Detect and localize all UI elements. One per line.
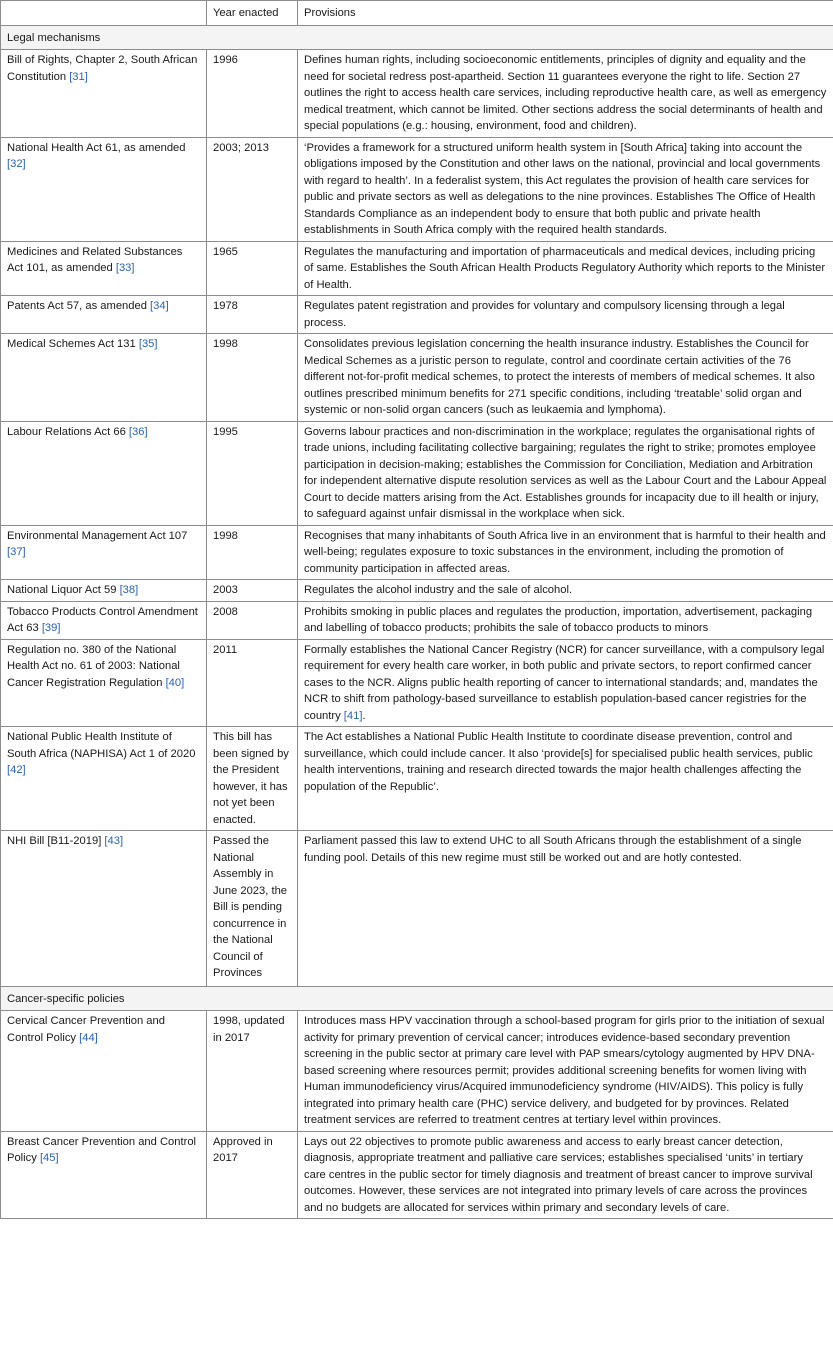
table-row	[1, 241, 833, 296]
table-row	[1, 525, 833, 580]
header-provisions: Provisions	[298, 1, 833, 26]
provisions-cell: Prohibits smoking in public places and regulates the production, importation, advertisement, packaging and labelling of tobacco products; prohibits the sale of tobacco products to minors	[298, 601, 833, 639]
provisions-cell: Parliament passed this law to extend UHC to all South Africans through the establishment of a single funding pool. Details of this new regime must still be worked out and are hotly contested.	[298, 831, 833, 987]
instrument-name: Medicines and Related Substances Act 101, as amended	[7, 245, 183, 274]
reference-link[interactable]: [44]	[79, 1031, 98, 1044]
instrument-name: Breast Cancer Prevention and Control Policy	[7, 1135, 197, 1164]
provisions-cell: Defines human rights, including socioeconomic entitlements, principles of dignity and equality and the need for societal redress post-apartheid. Section 11 guarantees everyone the right to life. Section 27 outlines the right to access health care services, including reproductive health care, as well as emergency medical treatment, which cannot be limited. Other sections address the social determinants of health and special populations (e.g.: housing, environment, food and children).	[298, 50, 833, 138]
reference-link[interactable]: [35]	[138, 338, 158, 350]
reference-link[interactable]: [32]	[7, 158, 26, 170]
section-title: Legal mechanisms	[1, 25, 833, 50]
provisions-cell: Regulates patent registration and provides for voluntary and compulsory licensing through a legal process.	[298, 296, 833, 334]
instrument-name: NHI Bill [B11-2019]	[7, 835, 102, 847]
table-row	[1, 296, 833, 334]
instrument-cell	[1, 831, 207, 987]
table-row	[1, 137, 833, 241]
reference-link[interactable]: [42]	[7, 764, 26, 776]
instrument-cell	[1, 1011, 207, 1132]
instrument-cell	[1, 241, 207, 296]
reference-link[interactable]: [34]	[150, 300, 169, 312]
instrument-cell	[1, 580, 207, 602]
year-cell: 2011	[207, 639, 298, 727]
provisions-cell: Consolidates previous legislation concerning the health insurance industry. Establishes the Council for Medical Schemes as a juristic person to regulate, control and coordinate certain activities of the 76 different not-for-profit medical schemes, to protect the interests of members of medical schemes. It also outlines prescribed minimum benefits for 271 specific conditions, including ‘treatable’ solid organ and systemic or non-solid organ cancers (such as leukaemia and lymphoma).	[298, 334, 833, 422]
instrument-name: Environmental Management Act 107	[7, 529, 188, 542]
header-year-enacted: Year enacted	[207, 1, 298, 26]
instrument-name: Regulation no. 380 of the National Health Act no. 61 of 2003: National Cancer Registration Regulation	[7, 643, 180, 689]
section-row-legal-mechanisms	[1, 25, 833, 50]
reference-link[interactable]: [45]	[39, 1152, 59, 1164]
instrument-cell	[1, 296, 207, 334]
instrument-cell	[1, 137, 207, 241]
reference-link[interactable]: [36]	[128, 425, 148, 438]
year-cell: 2008	[207, 601, 298, 639]
table-row	[1, 50, 833, 138]
instrument-cell	[1, 50, 207, 138]
provisions-cell: Lays out 22 objectives to promote public awareness and access to early breast cancer detection, diagnosis, appropriate treatment and palliative care services; establishes specialised ‘units’ in tertiary care centres in the public sector for timely diagnosis and treatment of breast cancer to improve survival outcomes. However, these services are not integrated into primary levels of care across the provinces and no budgets are allocated for services within primary and secondary levels of care.	[298, 1131, 833, 1219]
provisions-cell: Regulates the manufacturing and importation of pharmaceuticals and medical devices, including pricing of same. Establishes the South African Health Products Regulatory Authority which reports to the Minister of Health.	[298, 241, 833, 296]
provisions-cell: Introduces mass HPV vaccination through a school-based program for girls prior to the initiation of sexual activity for primary prevention of cervical cancer; introduces evidence-based secondary prevention screening in the public sector at primary care level with PAP smears/cytology augmented by HPV DNA-based screening where resources permit; provides additional screening benefits for women living with Human immunodeficiency virus/Acquired immunodeficiency syndrome (HIV/AIDS). This policy is fully integrated into primary health care (PHC) service delivery, and budgeted for by provinces. Related treatment services are referred to treatment centres at tertiary level within provinces.	[298, 1011, 833, 1132]
year-cell: 2003	[207, 580, 298, 602]
instrument-cell	[1, 421, 207, 525]
table-row	[1, 421, 833, 525]
year-cell: 1998	[207, 525, 298, 580]
instrument-name: Tobacco Products Control Amendment Act 63	[7, 605, 198, 634]
reference-link[interactable]: [33]	[115, 262, 135, 274]
instrument-name: Labour Relations Act 66	[7, 425, 126, 438]
provisions-cell: Regulates the alcohol industry and the sale of alcohol.	[298, 580, 833, 602]
provisions-cell: Recognises that many inhabitants of South Africa live in an environment that is harmful to their health and well-being; regulates exposure to toxic substances in the environment, including the promotion of community participation in affected areas.	[298, 525, 833, 580]
instrument-name: Patents Act 57, as amended	[7, 300, 147, 312]
year-cell: This bill has been signed by the President however, it has not yet been enacted.	[207, 727, 298, 831]
year-cell: 1978	[207, 296, 298, 334]
instrument-cell	[1, 601, 207, 639]
year-cell: 1995	[207, 421, 298, 525]
table-row	[1, 831, 833, 987]
instrument-cell	[1, 525, 207, 580]
section-title: Cancer-specific policies	[1, 986, 833, 1011]
provisions-cell: The Act establishes a National Public Health Institute to coordinate disease prevention, control and surveillance, which could include cancer. It also ‘provide[s] for specialised public health services, public health interventions, training and research directed towards the major health challenges affecting the population of the Republic’.	[298, 727, 833, 831]
reference-link[interactable]: [38]	[119, 584, 139, 596]
table-header-row	[1, 1, 833, 26]
year-cell: 1965	[207, 241, 298, 296]
instrument-cell	[1, 639, 207, 727]
year-cell: 1998, updated in 2017	[207, 1011, 298, 1132]
instrument-name: Bill of Rights, Chapter 2, South African Constitution	[7, 54, 198, 83]
year-cell: Approved in 2017	[207, 1131, 298, 1219]
reference-link[interactable]: [41]	[343, 709, 363, 722]
provisions-text: Formally establishes the National Cancer Registry (NCR) for cancer surveillance, with a compulsory legal requirement for every health care worker, in both public and private sectors, to report confirmed cancer cases to the NCR. Aligns public health reporting of cancer to international standards; and, mandates the NCR to shift from pathology-based surveillance to establish population-based cancer registries for the country	[304, 643, 825, 722]
year-cell: 2003; 2013	[207, 137, 298, 241]
reference-link[interactable]: [31]	[69, 70, 88, 83]
instrument-name: Cervical Cancer Prevention and Control Policy	[7, 1015, 165, 1044]
year-cell: Passed the National Assembly in June 2023, the Bill is pending concurrence in the National Council of Provinces	[207, 831, 298, 987]
table-row	[1, 334, 833, 422]
table-row	[1, 601, 833, 639]
reference-link[interactable]: [37]	[7, 546, 26, 558]
table-row	[1, 1011, 833, 1132]
year-cell: 1996	[207, 50, 298, 138]
provisions-cell	[298, 639, 833, 727]
instrument-name: Medical Schemes Act 131	[7, 338, 136, 350]
reference-link[interactable]: [43]	[104, 835, 124, 847]
header-instrument	[1, 1, 207, 26]
instrument-cell	[1, 334, 207, 422]
table-row	[1, 580, 833, 602]
table-row	[1, 1131, 833, 1219]
provisions-cell: ‘Provides a framework for a structured uniform health system in [South Africa] taking into account the obligations imposed by the Constitution and other laws on the national, provincial and local governments with regard to health’. In a federalist system, this Act regulates the provision of health care services for public and private sectors as well as delegations to the nine provinces. Establishes The Office of Health Standards Compliance as an independent body to ensure that both public and private health establishments in South Africa comply with the required health standards.	[298, 137, 833, 241]
table-row	[1, 727, 833, 831]
provisions-tail: .	[362, 709, 366, 722]
instrument-cell	[1, 727, 207, 831]
provisions-cell: Governs labour practices and non-discrimination in the workplace; regulates the organisational rights of trade unions, including facilitating collective bargaining; regulates the right to strike; promotes employee participation in decision-making; establishes the Commission for Conciliation, Mediation and Arbitration for independent alternative dispute resolution services as well as the Labour Court and the Labour Appeal Court to decide matters arising from the Act. Establishes grounds for incapacity due to ill health or injury, to safeguard against unfair dismissal in the workplace when sick.	[298, 421, 833, 525]
year-cell: 1998	[207, 334, 298, 422]
section-row-cancer-specific-policies	[1, 986, 833, 1011]
instrument-cell	[1, 1131, 207, 1219]
instrument-name: National Liquor Act 59	[7, 584, 117, 596]
reference-link[interactable]: [39]	[41, 622, 61, 634]
instrument-name: National Health Act 61, as amended	[7, 141, 186, 154]
table-row	[1, 639, 833, 727]
reference-link[interactable]: [40]	[165, 676, 185, 689]
instrument-name: National Public Health Institute of South Africa (NAPHISA) Act 1 of 2020	[7, 731, 196, 760]
